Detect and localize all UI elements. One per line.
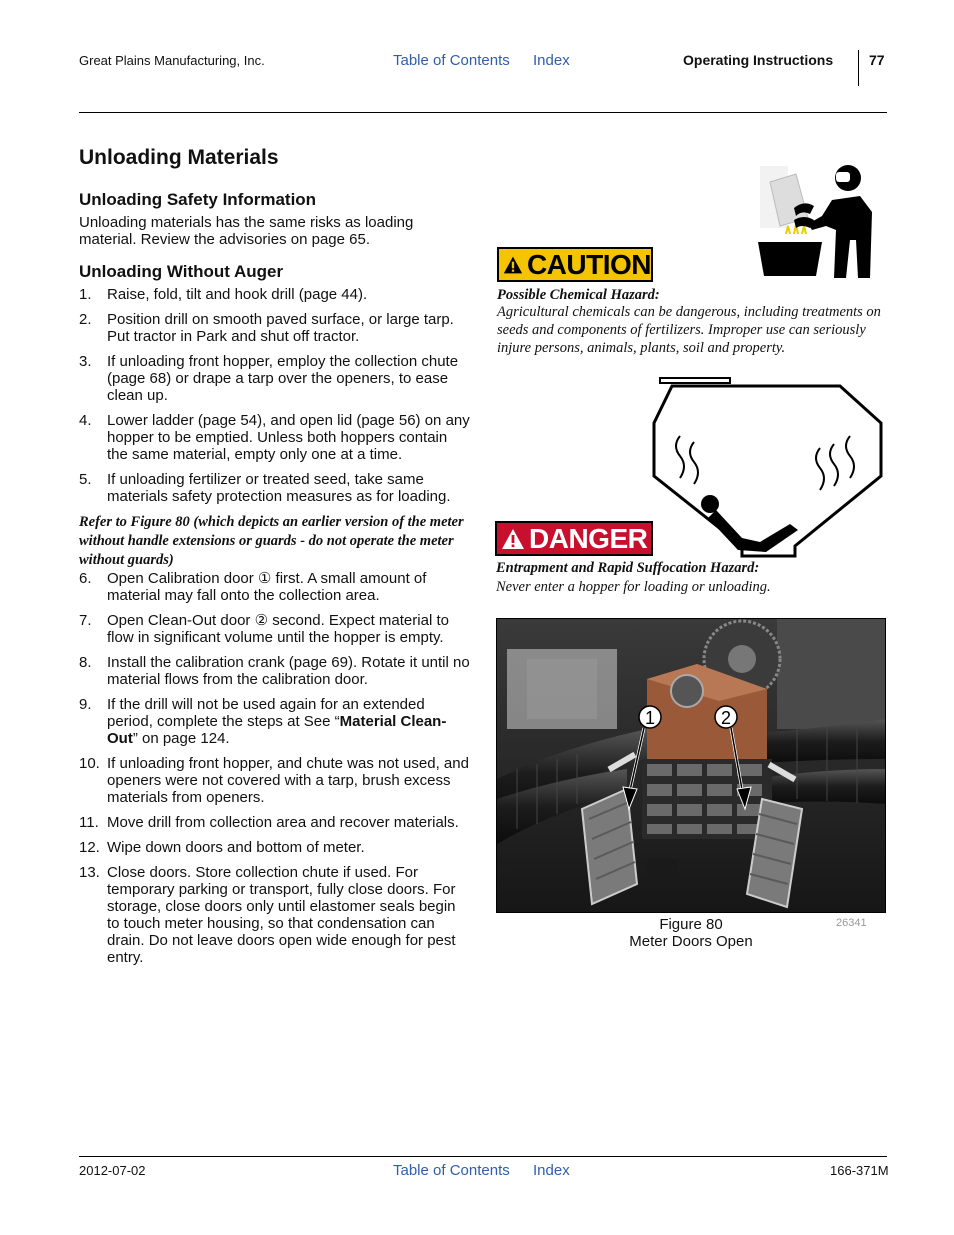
- step-number: 5.: [79, 471, 92, 488]
- caution-word: CAUTION: [526, 248, 651, 280]
- step-number: 13.: [79, 864, 100, 881]
- steps-list-b: [79, 570, 471, 974]
- company-name: Great Plains Manufacturing, Inc.: [79, 53, 265, 68]
- step-number: 7.: [79, 612, 92, 629]
- document-number: 166-371M: [830, 1163, 889, 1178]
- list-item: [79, 755, 471, 806]
- step-number: 11.: [79, 814, 99, 831]
- meter-doors-photo: [496, 618, 886, 913]
- step-text: Close doors. Store collection chute if used. For temporary parking or transport, fully close doors. For storage, close doors only until elastomer seals begin to touch meter housing, so that condensation can drain. Do not leave doors open wide enough for pest entry.: [107, 864, 456, 966]
- footer-date: 2012-07-02: [79, 1163, 146, 1178]
- danger-word: DANGER: [529, 522, 648, 554]
- step-number: 9.: [79, 696, 92, 713]
- safety-heading: Unloading Safety Information: [79, 190, 317, 209]
- step-text: Raise, fold, tilt and hook drill (page 44).: [107, 286, 368, 303]
- step-number: 6.: [79, 570, 92, 587]
- step-text: Install the calibration crank (page 69). Rotate it until no material flows from the calibration door.: [107, 654, 470, 688]
- footer-toc-link[interactable]: Table of Contents: [393, 1162, 510, 1179]
- list-item: [79, 286, 471, 303]
- caution-body: Agricultural chemicals can be dangerous, including treatments on seeds and components of fertilizers. Improper use can seriously injure persons, animals, plants, soil and property.: [497, 304, 881, 356]
- step-number: 4.: [79, 412, 92, 429]
- figure-caption: Meter Doors Open: [629, 933, 753, 950]
- chemical-hazard-pictogram: [756, 160, 882, 278]
- hopper-entrapment-pictogram: [650, 376, 885, 558]
- step-text-before: If the drill will not be used again for an extended period, complete the steps at See “: [107, 696, 425, 730]
- section-title: Operating Instructions: [683, 52, 834, 68]
- step-number: 8.: [79, 654, 92, 671]
- step-number: 2.: [79, 311, 92, 328]
- meter-photo-drawing: [497, 619, 886, 913]
- danger-body: Never enter a hopper for loading or unloading.: [496, 579, 771, 595]
- step-text: If unloading front hopper, and chute was not used, and openers were not covered with a tarp, brush excess materials from openers.: [107, 755, 469, 806]
- step-text: Position drill on smooth paved surface, or large tarp. Put tractor in Park and shut off tractor.: [107, 311, 454, 345]
- caution-title: Possible Chemical Hazard:: [497, 287, 660, 303]
- header-divider: [858, 50, 859, 86]
- callout-1-label: 1: [644, 708, 656, 728]
- step-text: Wipe down doors and bottom of meter.: [107, 839, 365, 856]
- list-item: [79, 412, 471, 463]
- warning-triangle-icon: [501, 527, 525, 551]
- step-number: 10.: [79, 755, 100, 772]
- callout-2-label: 2: [720, 708, 732, 728]
- step-text-after: ” on page 124.: [132, 730, 230, 747]
- material-cleanout-link[interactable]: Material Clean-Out: [107, 713, 447, 747]
- header-toc-link[interactable]: Table of Contents: [393, 52, 510, 69]
- page-number: 77: [869, 52, 885, 68]
- caution-signal: [497, 247, 653, 282]
- header-index-link[interactable]: Index: [533, 52, 570, 69]
- step-number: 12.: [79, 839, 100, 856]
- list-item: [79, 612, 471, 646]
- step-text: If unloading fertilizer or treated seed, take same materials safety protection measures as for loading.: [107, 471, 451, 505]
- list-item: [79, 654, 471, 688]
- auger-heading: Unloading Without Auger: [79, 262, 284, 281]
- figure-image-id: 26341: [836, 917, 867, 929]
- step-number: 3.: [79, 353, 92, 370]
- step-text: Move drill from collection area and recover materials.: [107, 814, 459, 831]
- danger-title: Entrapment and Rapid Suffocation Hazard:: [496, 560, 760, 576]
- list-item: [79, 311, 471, 345]
- list-item: [79, 814, 471, 831]
- page-title: Unloading Materials: [79, 146, 279, 169]
- figure-note: Refer to Figure 80 (which depicts an earlier version of the meter without handle extensions or guards - do not operate the meter without guards): [79, 514, 464, 568]
- list-item: [79, 696, 471, 747]
- warning-triangle-icon: [503, 253, 523, 277]
- footer-index-link[interactable]: Index: [533, 1162, 570, 1179]
- header-rule: [79, 112, 887, 113]
- list-item: [79, 353, 471, 404]
- step-text: Lower ladder (page 54), and open lid (page 56) on any hopper to be emptied. Unless both hoppers contain the same material, empty only one at a time.: [107, 412, 470, 463]
- footer-rule: [79, 1156, 887, 1157]
- figure-number: Figure 80: [659, 916, 723, 933]
- step-text: If unloading front hopper, employ the collection chute (page 68) or drape a tarp over the openers, to ease clean up.: [107, 353, 459, 404]
- step-text: Open Clean-Out door ② second. Expect material to flow in significant volume until the hopper is empty.: [107, 612, 449, 646]
- danger-signal: [495, 521, 653, 556]
- list-item: [79, 471, 471, 505]
- step-number: 1.: [79, 286, 92, 303]
- steps-list-a: [79, 286, 471, 513]
- list-item: [79, 570, 471, 604]
- list-item: [79, 839, 471, 856]
- list-item: [79, 864, 471, 966]
- safety-paragraph: Unloading materials has the same risks as loading material. Review the advisories on page 65.: [79, 214, 414, 248]
- step-text: Open Calibration door ① first. A small amount of material may fall onto the collection area.: [107, 570, 427, 604]
